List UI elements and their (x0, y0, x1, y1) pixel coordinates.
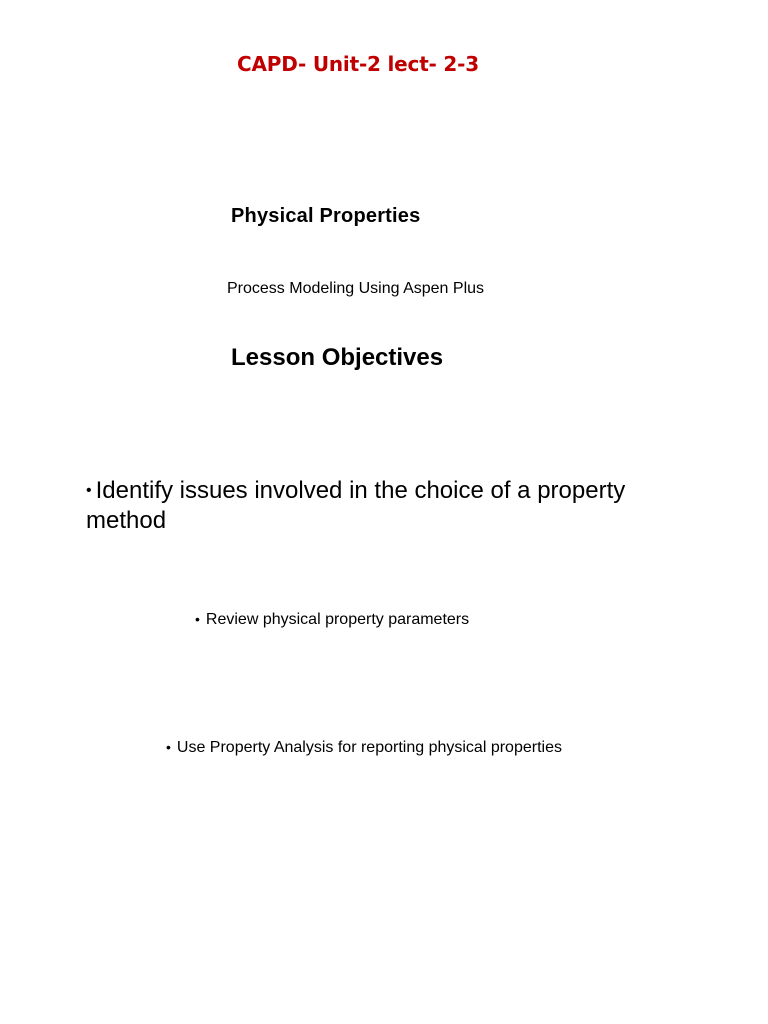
bullet-icon: • (166, 739, 171, 755)
objective-text: Use Property Analysis for reporting physical properties (176, 739, 562, 756)
objective-text: Review physical property parameters (205, 611, 470, 628)
objective-item (86, 476, 706, 536)
bullet-icon: • (86, 482, 92, 499)
slide-subtitle: Process Modeling Using Aspen Plus (227, 280, 485, 297)
document-header-title: CAPD- Unit-2 lect- 2-3 (237, 52, 479, 76)
objective-text: Identify issues involved in the choice of a property method (86, 477, 626, 534)
objective-item (166, 739, 562, 757)
slide-title: Physical Properties (231, 205, 421, 227)
objectives-heading: Lesson Objectives (231, 344, 444, 371)
objective-item (195, 611, 469, 629)
bullet-icon: • (195, 611, 200, 627)
